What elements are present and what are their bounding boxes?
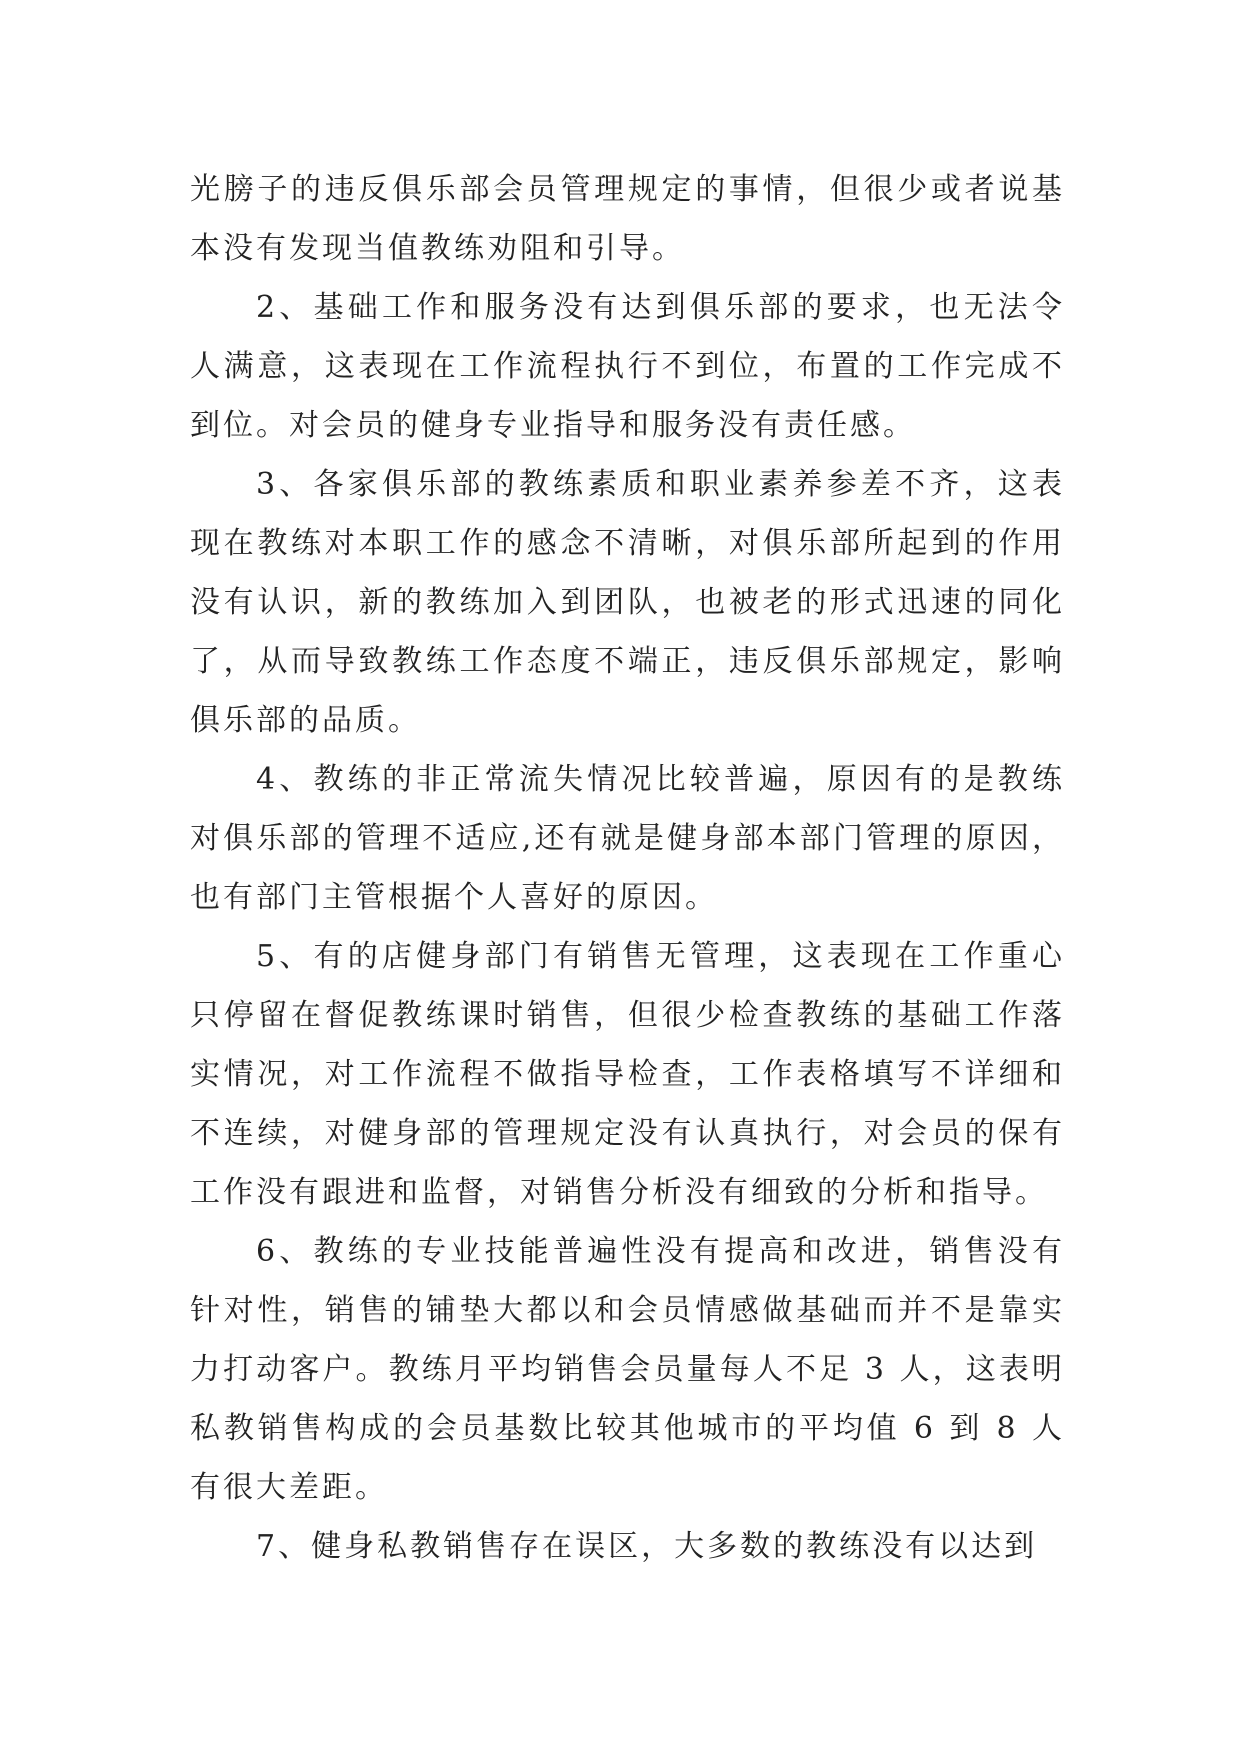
paragraph-item-5: 5、有的店健身部门有销售无管理，这表现在工作重心只停留在督促教练课时销售，但很少检查教练的基础工作落实情况，对工作流程不做指导检查，工作表格填写不详细和不连续，对健身部的管理规定没有认真执行，对会员的保有工作没有跟进和监督，对销售分析没有细致的分析和指导。 [190,939,1065,1210]
paragraph-item-6: 6、教练的专业技能普遍性没有提高和改进，销售没有针对性，销售的铺垫大都以和会员情感做基础而并不是靠实力打动客户。教练月平均销售会员量每人不足 3 人，这表明私教销售构成的会员基数比较其他城市的平均值 6 到 8 人有很大差距。 [190,1234,1065,1505]
paragraph-item-3: 3、各家俱乐部的教练素质和职业素养参差不齐，这表现在教练对本职工作的感念不清晰，对俱乐部所起到的作用没有认识，新的教练加入到团队，也被老的形式迅速的同化了，从而导致教练工作态度不端正，违反俱乐部规定，影响俱乐部的品质。 [190,467,1065,738]
paragraph-item-2: 2、基础工作和服务没有达到俱乐部的要求，也无法令人满意，这表现在工作流程执行不到位，布置的工作完成不到位。对会员的健身专业指导和服务没有责任感。 [190,290,1065,443]
paragraph-item-4: 4、教练的非正常流失情况比较普遍，原因有的是教练对俱乐部的管理不适应,还有就是健身部本部门管理的原因，也有部门主管根据个人喜好的原因。 [190,762,1065,915]
document-body [190,160,1065,1576]
paragraph-continuation: 光膀子的违反俱乐部会员管理规定的事情，但很少或者说基本没有发现当值教练劝阻和引导。 [190,172,1065,266]
paragraph-item-7: 7、健身私教销售存在误区，大多数的教练没有以达到 [256,1529,1038,1564]
